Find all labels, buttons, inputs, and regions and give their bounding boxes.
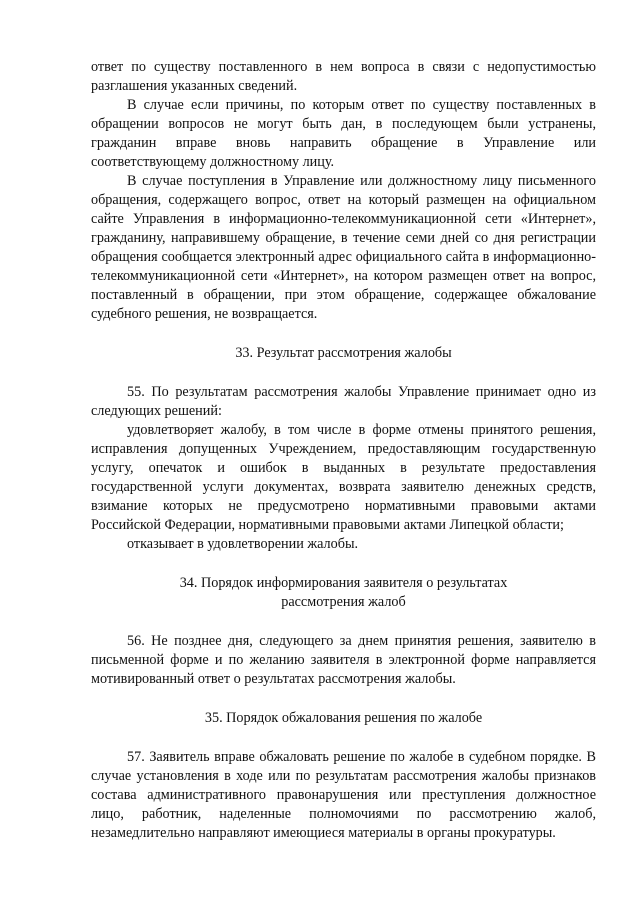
- paragraph-56: 56. Не позднее дня, следующего за днем принятия решения, заявителю в письменной форме и по желанию заявителя в электронной форме направляется мотивированный ответ о результатах рассмотрения жалобы.: [91, 633, 596, 687]
- paragraph-reasons-eliminated: В случае если причины, по которым ответ по существу поставленных в обращении вопросов не могут быть дан, в последующем были устранены, гражданин вправе вновь направить обращение в Управление или соответствующему должностному лицу.: [91, 97, 596, 170]
- document-page: [91, 58, 596, 843]
- section-heading-35: 35. Порядок обжалования решения по жалобе: [204, 710, 483, 726]
- paragraph-55-satisfy: удовлетворяет жалобу, в том числе в форме отмены принятого решения, исправления допущенных Учреждением, предоставляющим государственную услугу, опечаток и ошибок в выданных в результате предоставления государственной услуги документах, возврата заявителю денежных средств, взимание которых не предусмотрено нормативными правовыми актами Российской Федерации, нормативными правовыми актами Липецкой области;: [91, 422, 596, 533]
- paragraph-55-refuse: отказывает в удовлетворении жалобы.: [127, 536, 359, 552]
- paragraph-continuation: ответ по существу поставленного в нем вопроса в связи с недопустимостью разглашения указанных сведений.: [91, 59, 596, 94]
- paragraph-website-answer: В случае поступления в Управление или должностному лицу письменного обращения, содержащего вопрос, ответ на который размещен на официальном сайте Управления в информационно-телекоммуникационной сети «Интернет», гражданину, направившему обращение, в течение семи дней со дня регистрации обращения сообщается электронный адрес официального сайта в информационно-телекоммуникационной сети «Интернет», на котором размещен ответ на вопрос, поставленный в обращении, при этом обращение, содержащее обжалование судебного решения, не возвращается.: [91, 173, 596, 322]
- section-heading-34-line2: рассмотрения жалоб: [281, 594, 406, 610]
- section-heading-34-line1: 34. Порядок информирования заявителя о результатах: [179, 575, 508, 591]
- paragraph-55: 55. По результатам рассмотрения жалобы Управление принимает одно из следующих решений:: [91, 384, 596, 419]
- section-heading-34: [91, 574, 596, 612]
- paragraph-57: 57. Заявитель вправе обжаловать решение по жалобе в судебном порядке. В случае установления в ходе или по результатам рассмотрения жалобы признаков состава административного правонарушения или преступления должностное лицо, работник, наделенные полномочиями по рассмотрению жалоб, незамедлительно направляют имеющиеся материалы в органы прокуратуры.: [91, 749, 596, 841]
- section-heading-33: 33. Результат рассмотрения жалобы: [235, 345, 452, 361]
